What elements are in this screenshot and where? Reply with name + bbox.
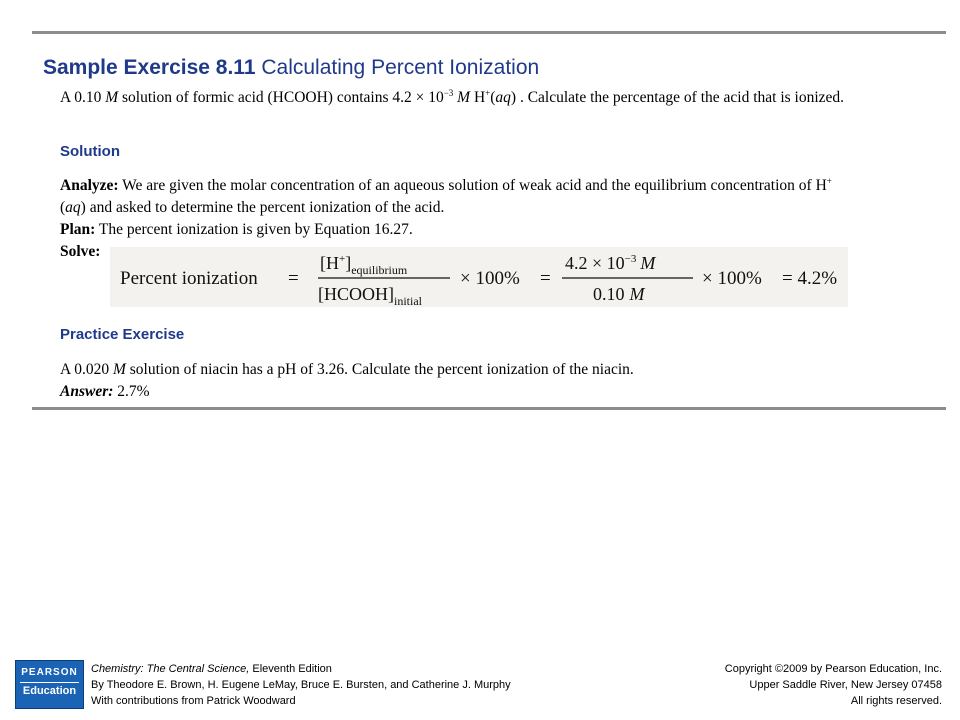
analyze-label: Analyze: (60, 177, 119, 194)
problem-text-4: ) . Calculate the percentage of the acid that is ionized. (510, 89, 845, 106)
title-text: Calculating Percent Ionization (261, 56, 540, 79)
book-title-line (91, 661, 511, 677)
problem-text-3: H (470, 89, 486, 106)
bottom-rule (32, 407, 946, 410)
charge-plus: + (485, 88, 491, 98)
charge-plus: + (826, 176, 832, 186)
plan-text: The percent ionization is given by Equation 16.27. (95, 221, 413, 238)
problem-text-2: solution of formic acid (HCOOH) contains 4.2 × 10 (118, 89, 444, 106)
problem-text-1: A 0.10 (60, 89, 106, 106)
aqueous-label: aq (495, 89, 511, 106)
molarity-symbol: M (105, 89, 119, 106)
copyright-notice (725, 661, 942, 709)
aqueous-label: aq (65, 199, 81, 216)
times-100-percent: × 100% (460, 268, 520, 289)
numerator-h-open: $[H^+]_{equilibrium}$ (320, 253, 408, 277)
rights-line: All rights reserved. (850, 695, 942, 707)
molarity-symbol: M (112, 361, 126, 378)
solve-label: Solve: (60, 243, 101, 260)
problem-paren-open: ( (490, 89, 496, 106)
book-credits (91, 661, 511, 709)
analyze-text-2: ) and asked to determine the percent ionization of the acid. (80, 199, 445, 216)
logo-divider (20, 682, 79, 683)
plan-paragraph (60, 219, 860, 241)
times-100-percent: × 100% (702, 268, 762, 289)
book-contributors: With contributions from Patrick Woodward (91, 695, 296, 707)
molarity-symbol: M (457, 89, 471, 106)
plan-label: Plan: (60, 221, 96, 238)
denominator-concentration: 0.10 M (593, 284, 645, 304)
numerator-concentration: $4.2 \times 10^{-3}$ M (565, 253, 656, 273)
equals-sign: = (288, 268, 299, 289)
analyze-paren-open: ( (60, 199, 66, 216)
problem-statement (60, 87, 860, 109)
exponent: −3 (443, 88, 454, 98)
practice-paragraph (60, 359, 860, 381)
title-exercise-number: Sample Exercise 8.11 (43, 56, 256, 79)
practice-text-1: A 0.020 (60, 361, 113, 378)
equation-graphic (110, 247, 848, 307)
logo-top-text: PEARSON (21, 667, 78, 678)
analyze-text-1: We are given the molar concentration of an aqueous solution of weak acid and the equilibrium concentration of H (118, 177, 827, 194)
denominator-hcooh: $[HCOOH]_{initial}$ (318, 284, 422, 307)
book-title: Chemistry: The Central Science, (91, 663, 250, 675)
solution-heading: Solution (60, 143, 120, 160)
logo-bottom-text: Education (22, 685, 77, 697)
analyze-paragraph (60, 175, 850, 219)
copyright-line: Copyright ©2009 by Pearson Education, Inc. (724, 663, 942, 675)
book-authors: By Theodore E. Brown, H. Eugene LeMay, Bruce E. Bursten, and Catherine J. Murphy (91, 679, 511, 691)
percent-ionization-equation (110, 247, 848, 307)
practice-heading: Practice Exercise (60, 326, 185, 343)
answer-value: 2.7% (113, 383, 150, 400)
top-rule (32, 31, 946, 34)
answer-paragraph (60, 381, 860, 403)
book-edition: Eleventh Edition (249, 663, 332, 675)
equation-lhs: Percent ionization (120, 268, 258, 289)
equals-sign: = (540, 268, 551, 289)
publisher-address: Upper Saddle River, New Jersey 07458 (749, 679, 942, 691)
practice-text-2: solution of niacin has a pH of 3.26. Calculate the percent ionization of the niacin. (125, 361, 634, 378)
answer-label: Answer: (60, 383, 114, 400)
page-title (43, 56, 539, 80)
equation-result: = 4.2% (782, 268, 838, 289)
pearson-logo (15, 660, 84, 709)
